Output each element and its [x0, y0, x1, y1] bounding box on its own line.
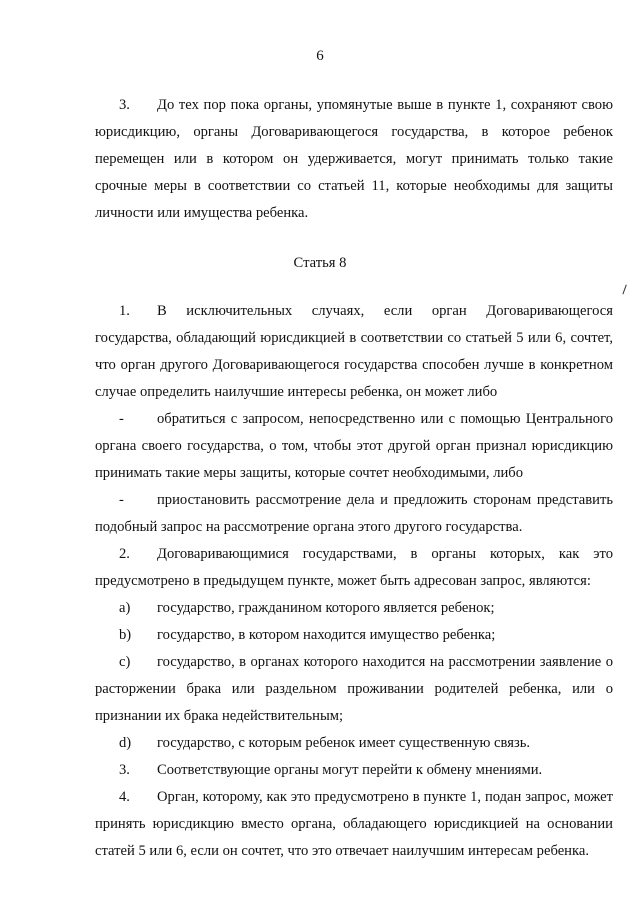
dash-marker: - — [119, 492, 124, 508]
dash-marker: - — [119, 411, 124, 427]
margin-mark — [622, 285, 629, 296]
article-paragraph-4 — [95, 784, 613, 865]
paragraph-3 — [95, 92, 613, 227]
paragraph-number: 3. — [119, 97, 130, 113]
paragraph-text: приостановить рассмотрение дела и предложить сторонам представить подобный запрос на рассмотрение органа этого другого государства. — [95, 492, 613, 535]
paragraph-text: государство, гражданином которого является ребенок; — [157, 600, 495, 616]
page-number: 6 — [316, 48, 324, 64]
paragraph-text: обратиться с запросом, непосредственно или с помощью Центрального органа своего государства, о том, чтобы этот другой орган признал юрисдикцию принимать такие меры защиты, которые сочтет необходимыми, либо — [95, 411, 613, 481]
paragraph-text: государство, с которым ребенок имеет существенную связь. — [157, 735, 531, 751]
list-marker: d) — [119, 735, 132, 751]
paragraph-number: 3. — [119, 762, 130, 778]
dash-item-2 — [95, 487, 613, 541]
paragraph-text: Договаривающимися государствами, в органы которых, как это предусмотрено в предыдущем пункте, может быть адресован запрос, являются: — [95, 546, 613, 589]
article-heading: Статья 8 — [293, 255, 347, 271]
paragraph-text: В исключительных случаях, если орган Договаривающегося государства, обладающий юрисдикцией в соответствии со статьей 5 или 6, сочтет, что орган другого Договаривающегося государства способен лучше в конкретном случае определить наилучшие интересы ребенка, он может либо — [95, 303, 613, 400]
paragraph-number: 4. — [119, 789, 130, 805]
paragraph-text: Орган, которому, как это предусмотрено в пункте 1, подан запрос, может принять юрисдикцию вместо органа, обладающего юрисдикцией на основании статей 5 или 6, если он сочтет, что это отвечает наилучшим интересам ребенка. — [95, 789, 613, 859]
article-8-body — [95, 298, 613, 865]
paragraph-text: Соответствующие органы могут перейти к обмену мнениями. — [157, 762, 543, 778]
paragraph-text: государство, в котором находится имущество ребенка; — [157, 627, 496, 643]
paragraph-3-block — [95, 92, 613, 227]
dash-item-1 — [95, 406, 613, 487]
list-marker: c) — [119, 654, 131, 670]
paragraph-text: государство, в органах которого находится на рассмотрении заявление о расторжении брака или раздельном проживании родителей ребенка, или о признании их брака недействительным; — [95, 654, 613, 724]
list-item-a — [95, 595, 613, 622]
article-paragraph-1 — [95, 298, 613, 406]
list-item-b — [95, 622, 613, 649]
paragraph-text: До тех пор пока органы, упомянутые выше в пункте 1, сохраняют свою юрисдикцию, органы Договаривающегося государства, в которое ребенок перемещен или в котором он удерживается, могут принимать только такие срочные меры в соответствии со статьей 11, которые необходимы для защиты личности или имущества ребенка. — [95, 97, 613, 221]
list-item-c — [95, 649, 613, 730]
paragraph-number: 1. — [119, 303, 130, 319]
article-paragraph-3 — [95, 757, 613, 784]
list-marker: b) — [119, 627, 132, 643]
article-paragraph-2 — [95, 541, 613, 595]
paragraph-number: 2. — [119, 546, 130, 562]
list-marker: a) — [119, 600, 131, 616]
list-item-d — [95, 730, 613, 757]
